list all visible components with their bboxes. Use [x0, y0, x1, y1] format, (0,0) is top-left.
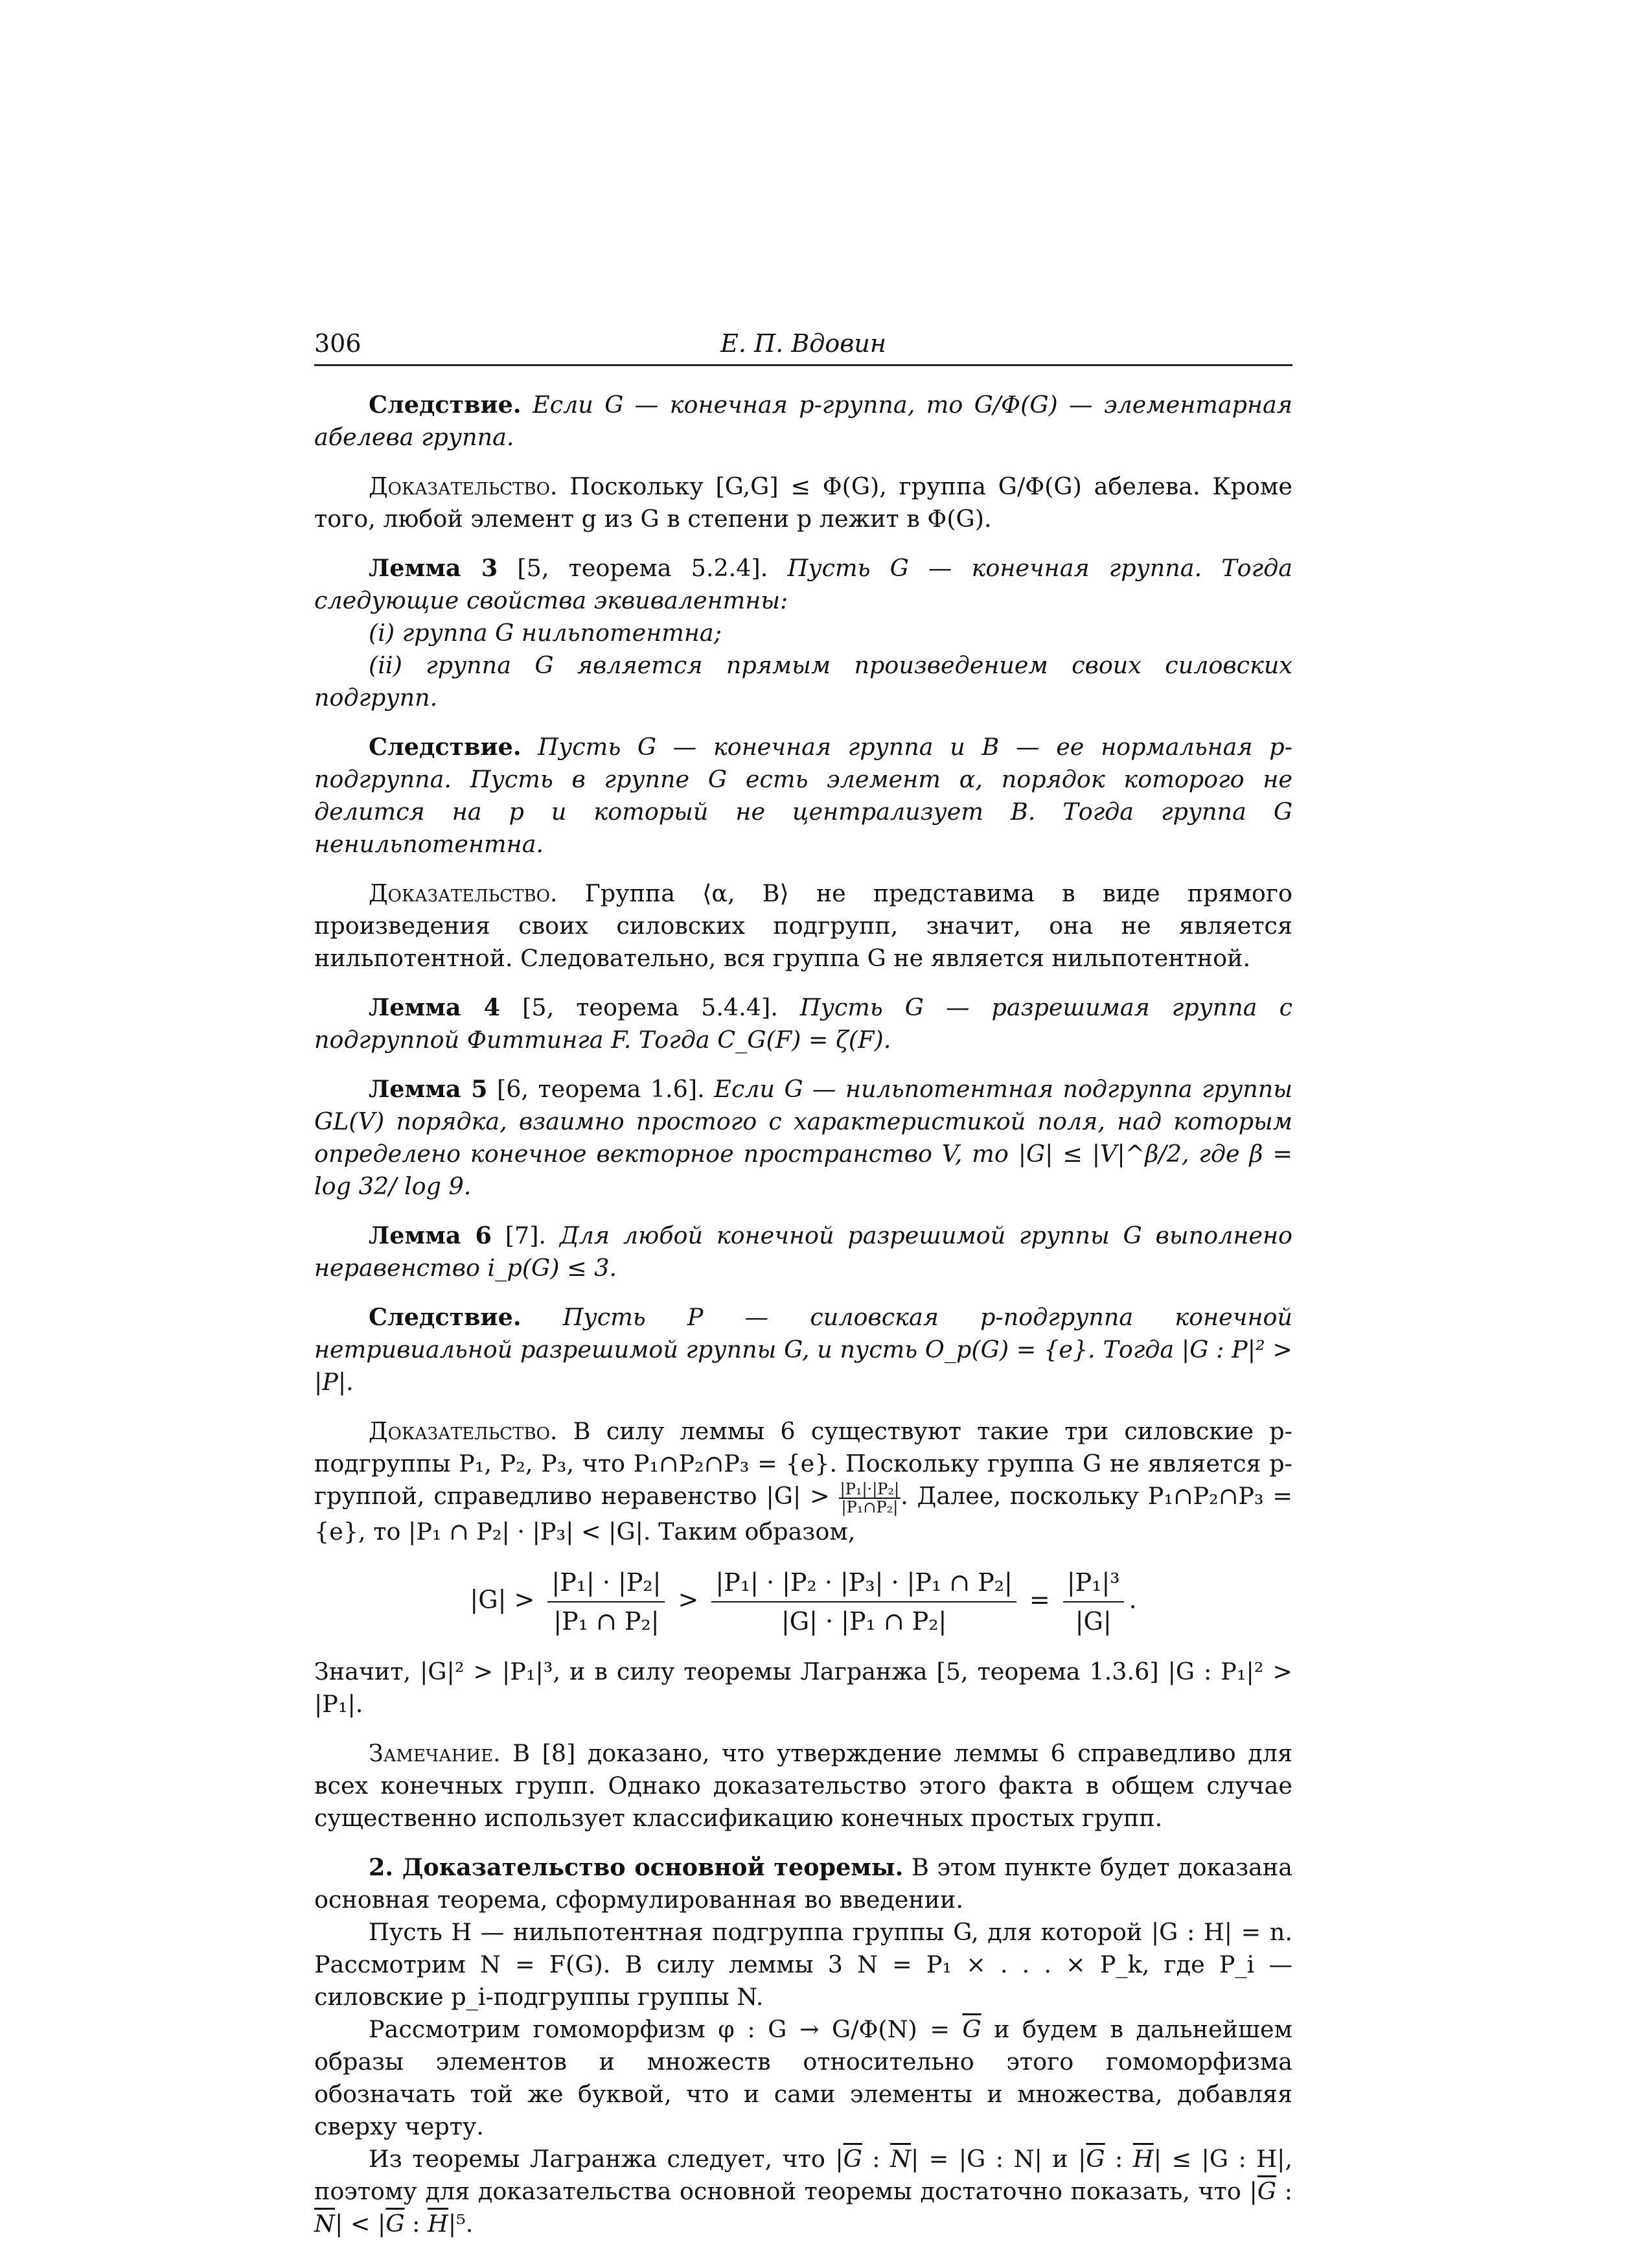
remark: [314, 1737, 1292, 1835]
inline-fraction: [839, 1481, 901, 1516]
lemma-text: Если G — нильпотентная подгруппа группы GL(V) порядка, взаимно простого с характеристикой поля, над которым определено конечное векторное пространство V, то |G| ≤ |V|^β/2, где β = log 32/ log 9.: [314, 1075, 1292, 1200]
lagrange-text: :: [1276, 2177, 1292, 2205]
corollary-label: Следствие.: [369, 733, 522, 761]
paragraph-let-h: Пусть H — нильпотентная подгруппа группы G, для которой |G : H| = n. Рассмотрим N = F(G). В силу леммы 3 N = P₁ × . . . × P_k, где P_i — силовские p_i-подгруппы группы N.: [314, 1917, 1292, 2011]
fraction-numerator: |P₁| · |P₂|: [547, 1564, 665, 1603]
after-display-text: Значит, |G|² > |P₁|³, и в силу теоремы Лагранжа [5, теорема 1.3.6] |G : P₁|² > |P₁|.: [314, 1657, 1292, 1718]
overlined-g: $\overline{G}$: [843, 2144, 862, 2173]
section-2-intro: [314, 1851, 1292, 1916]
remark-text: В [8] доказано, что утверждение леммы 6 справедливо для всех конечных групп. Однако доказательство этого факта в общем случае существенно использует классификацию конечных простых групп.: [314, 1739, 1292, 1832]
lagrange-text: | = |G : N| и |: [911, 2144, 1086, 2173]
lemma-3-item-i: (i) группа G нильпотентна;: [369, 619, 722, 647]
equation-fraction-1: [547, 1564, 665, 1640]
paragraph-homomorphism: [314, 2013, 1292, 2143]
proof-label: Доказательство.: [369, 472, 558, 500]
overlined-h: $\overline{H}$: [1132, 2144, 1154, 2173]
lemma-reference: [5, теорема 5.4.4].: [522, 993, 778, 1021]
equation-lhs: |G| >: [470, 1585, 535, 1614]
section-text: В этом пункте будет доказана основная теорема, сформулированная во введении.: [314, 1853, 1292, 1914]
overlined-g: $\overline{G}$: [385, 2209, 405, 2238]
lemma-label: Лемма 4: [369, 993, 501, 1021]
page-number: 306: [314, 329, 361, 358]
corollary-text: Если G — конечная p-группа, то G/Φ(G) — элементарная абелева группа.: [314, 391, 1292, 451]
corollary-text: Пусть G — конечная группа и B — ее нормальная p-подгруппа. Пусть в группе G есть элемент α, порядок которого не делится на p и который не централизует B. Тогда группа G ненильпотентна.: [314, 733, 1292, 858]
equation-fraction-2: [711, 1564, 1016, 1640]
lemma-4: [314, 991, 1292, 1056]
fraction-denominator: |G|: [1075, 1606, 1112, 1636]
fraction-denominator: |P₁∩P₂|: [841, 1498, 899, 1516]
lagrange-text: | < |: [334, 2209, 386, 2238]
lagrange-text: :: [1105, 2144, 1133, 2173]
equation-eq: =: [1029, 1585, 1050, 1614]
lemma-label: Лемма 5: [369, 1075, 488, 1103]
fraction-denominator: |G| · |P₁ ∩ P₂|: [781, 1606, 947, 1636]
running-header: [314, 324, 1292, 366]
lemma-reference: [5, теорема 5.2.4].: [517, 554, 768, 582]
lagrange-text: |⁵.: [448, 2209, 474, 2238]
lemma-reference: [7].: [505, 1221, 547, 1249]
overlined-n: $\overline{N}$: [890, 2144, 912, 2173]
proof-text-a: В силу леммы 6 существуют такие три силовские p-подгруппы P₁, P₂, P₃, что P₁∩P₂∩P₃ = {e}. Поскольку группа G не является p-группой, справедливо неравенство |G| >: [314, 1417, 1292, 1510]
fraction-numerator: |P₁|·|P₂|: [840, 1479, 900, 1498]
proof-label: Доказательство.: [369, 879, 558, 907]
overlined-n: $\overline{N}$: [314, 2209, 335, 2238]
proof-label: Доказательство.: [369, 1417, 558, 1445]
corollary-label: Следствие.: [369, 391, 522, 419]
equation-gt: >: [678, 1585, 699, 1614]
corollary-2: [314, 731, 1292, 861]
overlined-g: $\overline{G}$: [1257, 2177, 1276, 2205]
overlined-g: $\overline{G}$: [962, 2015, 981, 2043]
lemma-3: [314, 552, 1292, 617]
running-author: Е. П. Вдовин: [720, 329, 886, 358]
lemma-text: Пусть G — разрешимая группа с подгруппой Фиттинга F. Тогда C_G(F) = ζ(F).: [314, 993, 1293, 1054]
fraction-denominator: |P₁ ∩ P₂|: [553, 1606, 660, 1636]
lagrange-text: | ≤ |G : H|, поэтому для доказательства основной теоремы достаточно показать, что |: [314, 2144, 1292, 2205]
section-heading: 2. Доказательство основной теоремы.: [369, 1853, 904, 1881]
lemma-reference: [6, теорема 1.6].: [496, 1075, 705, 1103]
lemma-3-item-ii: (ii) группа G является прямым произведением своих силовских подгрупп.: [314, 651, 1292, 712]
display-equation: [314, 1564, 1292, 1640]
lemma-6: [314, 1220, 1292, 1284]
equation-fraction-3: [1063, 1564, 1124, 1640]
overlined-h: $\overline{H}$: [428, 2209, 448, 2238]
lemma-label: Лемма 6: [369, 1221, 492, 1249]
fraction-numerator: |P₁|³: [1063, 1564, 1124, 1603]
corollary-1: [314, 389, 1292, 454]
lagrange-text: :: [404, 2209, 428, 2238]
lemma-text: Пусть G — конечная группа. Тогда следующие свойства эквивалентны:: [314, 554, 1292, 614]
lemma-text: Для любой конечной разрешимой группы G выполнено неравенство i_p(G) ≤ 3.: [314, 1221, 1292, 1282]
proof-2: [314, 877, 1292, 975]
page-body: [314, 389, 1292, 2257]
proof-text-b: . Далее, поскольку P₁∩P₂∩P₃ = {e}, то |P₁ ∩ P₂| · |P₃| < |G|. Таким образом,: [314, 1482, 1293, 1545]
homomorphism-text-a: Рассмотрим гомоморфизм φ : G → G/Φ(N) =: [369, 2015, 950, 2043]
proof-3: [314, 1415, 1292, 1548]
equation-end: .: [1129, 1585, 1137, 1614]
homomorphism-text-b: и будем в дальнейшем образы элементов и множеств относительно этого гомоморфизма обозначать той же буквой, что и сами элементы и множества, добавляя сверху черту.: [314, 2015, 1292, 2140]
proof-text: Поскольку [G,G] ≤ Φ(G), группа G/Φ(G) абелева. Кроме того, любой элемент g из G в степени p лежит в Φ(G).: [314, 472, 1293, 533]
corollary-3: [314, 1301, 1292, 1398]
fraction-numerator: |P₁| · |P₂ · |P₃| · |P₁ ∩ P₂|: [711, 1564, 1016, 1603]
lemma-label: Лемма 3: [369, 554, 498, 582]
overlined-g: $\overline{G}$: [1086, 2144, 1105, 2173]
lagrange-text: Из теоремы Лагранжа следует, что |: [369, 2144, 843, 2173]
lagrange-text: :: [862, 2144, 891, 2173]
paragraph-lagrange: [314, 2143, 1292, 2240]
corollary-text: Пусть P — силовская p-подгруппа конечной нетривиальной разрешимой группы G, и пусть O_p(G) = {e}. Тогда |G : P|² > |P|.: [314, 1303, 1292, 1396]
remark-label: Замечание.: [369, 1739, 501, 1767]
corollary-label: Следствие.: [369, 1303, 522, 1331]
proof-text: Группа ⟨α, B⟩ не представима в виде прямого произведения своих силовских подгрупп, значит, она не является нильпотентной. Следовательно, вся группа G не является нильпотентной.: [314, 879, 1292, 972]
lemma-5: [314, 1073, 1292, 1203]
proof-1: [314, 470, 1292, 535]
